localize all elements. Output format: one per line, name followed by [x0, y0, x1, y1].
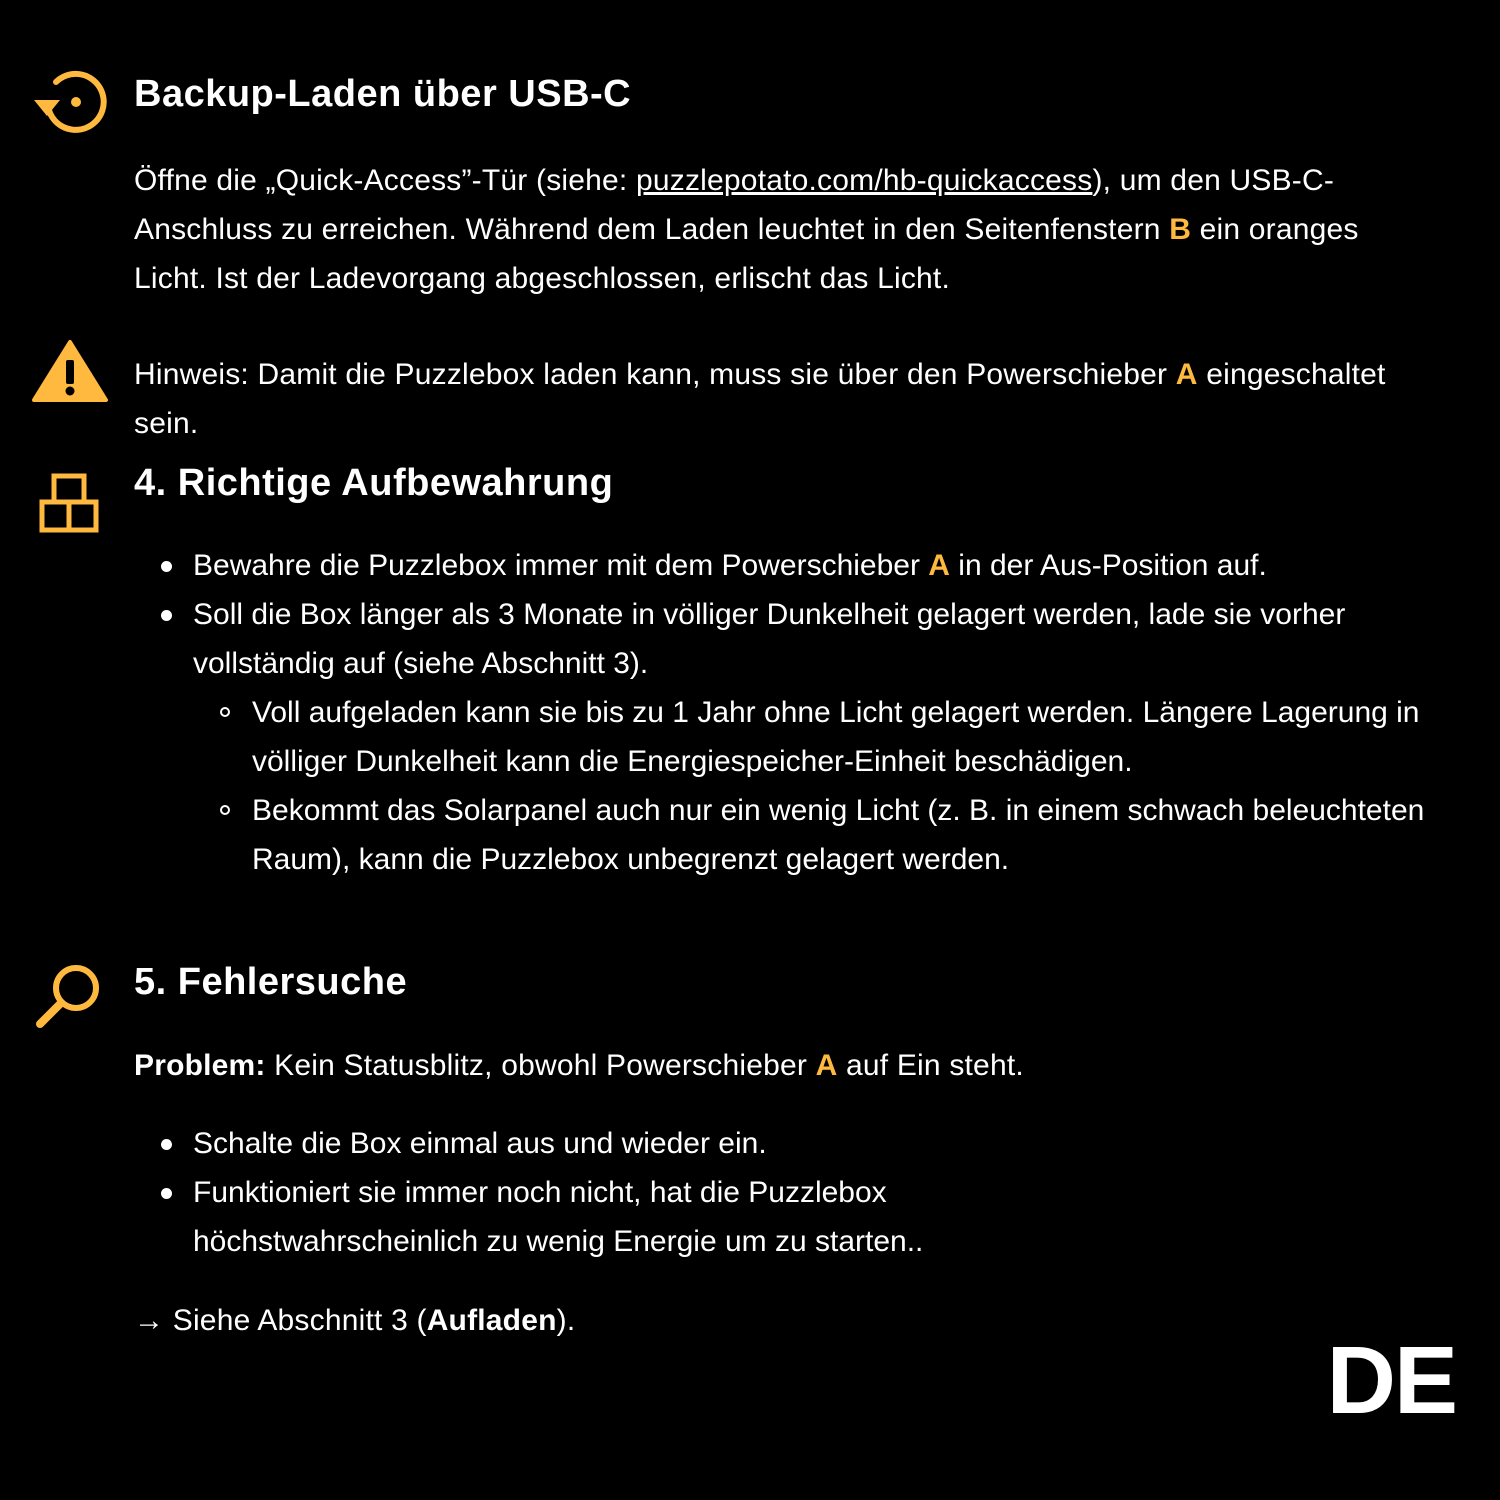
troubleshoot-item2-line1: Funktioniert sie immer noch nicht, hat die Puzzlebox — [193, 1176, 887, 1209]
warning-icon — [30, 334, 110, 414]
list-item — [134, 541, 1430, 590]
troubleshoot-section — [134, 960, 1430, 1006]
marker-a-note: A — [1175, 358, 1198, 391]
storage-sub1: Voll aufgeladen kann sie bis zu 1 Jahr ohne Licht gelagert werden. Längere Lagerung in völliger Dunkelheit kann die Energiespeicher-Einheit beschädigen. — [252, 696, 1420, 778]
language-badge: DE — [1326, 1327, 1456, 1434]
boxes-icon — [30, 466, 110, 546]
backup-text-part1: Öffne die „Quick-Access”-Tür (siehe: — [134, 164, 636, 197]
reference-bold: Aufladen — [426, 1304, 557, 1337]
storage-list — [134, 541, 1430, 884]
magnifier-icon — [30, 956, 110, 1036]
storage-section — [134, 461, 1430, 507]
marker-a-problem: A — [815, 1049, 838, 1082]
reference-line — [134, 1296, 1430, 1345]
note-text-part2: eingeschaltet sein. — [134, 358, 1386, 440]
backup-heading: Backup-Laden über USB-C — [134, 73, 632, 115]
storage-item2: Soll die Box länger als 3 Monate in völliger Dunkelheit gelagert werden, lade sie vorher vollständig auf (siehe Abschnitt 3). — [193, 598, 1346, 680]
sublist-item — [193, 786, 1430, 884]
marker-b: B — [1169, 213, 1192, 246]
troubleshoot-item1: Schalte die Box einmal aus und wieder ein. — [193, 1127, 767, 1160]
reference-text-part2: ). — [556, 1304, 576, 1337]
problem-label: Problem: — [134, 1049, 266, 1082]
problem-paragraph — [134, 1041, 1430, 1090]
sublist-item — [193, 688, 1430, 786]
list-item — [134, 1168, 1430, 1266]
backup-section — [134, 72, 1430, 118]
storage-heading: 4. Richtige Aufbewahrung — [134, 462, 614, 504]
problem-text-part1: Kein Statusblitz, obwohl Powerschieber — [265, 1049, 816, 1082]
note-text-part1: Hinweis: Damit die Puzzlebox laden kann, muss sie über den Powerschieber — [134, 358, 1176, 391]
marker-a-storage: A — [928, 549, 950, 582]
troubleshoot-heading: 5. Fehlersuche — [134, 961, 408, 1003]
storage-item1-part2: in der Aus-Position auf. — [949, 549, 1267, 582]
troubleshoot-list — [134, 1119, 1430, 1266]
backup-text-part3: ein oranges Licht. Ist der Ladevorgang abgeschlossen, erlischt das Licht. — [134, 213, 1359, 295]
backup-text-part2: ), um den USB-C-Anschluss zu erreichen. Während dem Laden leuchtet in den Seitenfenstern — [134, 164, 1335, 246]
list-item — [134, 590, 1430, 884]
quickaccess-link[interactable]: puzzlepotato.com/hb-quickaccess — [636, 164, 1093, 197]
list-item — [134, 1119, 1430, 1168]
troubleshoot-item2-line2: höchstwahrscheinlich zu wenig Energie um zu starten.. — [193, 1225, 924, 1258]
troubleshoot-list-wrapper — [134, 1119, 1430, 1266]
note-paragraph — [134, 350, 1430, 448]
backup-paragraph — [134, 156, 1430, 303]
storage-sublist — [193, 688, 1430, 884]
storage-item1-part1: Bewahre die Puzzlebox immer mit dem Powerschieber — [193, 549, 929, 582]
reference-text-part1: → Siehe Abschnitt 3 ( — [134, 1304, 427, 1337]
problem-text-part2: auf Ein steht. — [837, 1049, 1024, 1082]
restore-icon — [30, 62, 110, 142]
storage-sub2: Bekommt das Solarpanel auch nur ein wenig Licht (z. B. in einem schwach beleuchteten Raum), kann die Puzzlebox unbegrenzt gelagert werden. — [252, 794, 1425, 876]
storage-list-wrapper — [134, 541, 1430, 884]
